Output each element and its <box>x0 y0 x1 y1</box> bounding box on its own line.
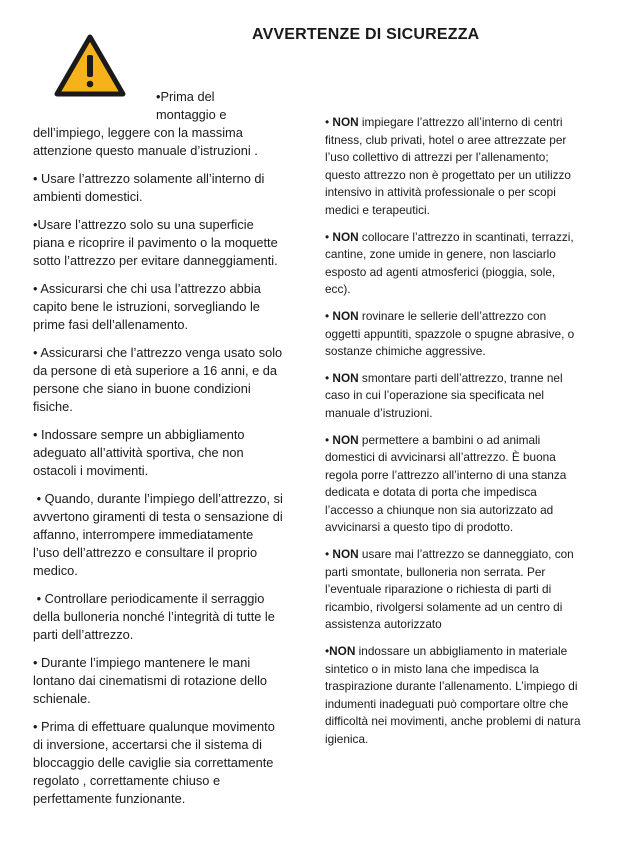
right-item-6 <box>325 546 583 634</box>
right-item-1 <box>325 114 583 220</box>
intro-line-2: montaggio e <box>156 107 227 122</box>
left-item-9: • Prima di effettuare qualunque movimento di inversione, accertarsi che il sistema di bloccaggio delle caviglie sia correttamente regolato , correttamente chiuso e perfettamente funzionante. <box>33 719 275 806</box>
left-column <box>33 88 287 818</box>
keyword-non: NON <box>332 370 359 385</box>
bullet: • <box>325 370 333 385</box>
bullet: • <box>325 115 333 129</box>
right-column <box>325 114 583 758</box>
keyword-non: NON <box>332 547 359 562</box>
bullet: • <box>325 432 333 447</box>
left-item-4: • Assicurarsi che l’attrezzo venga usato solo da persone di età superiore a 16 anni, e da persone che siano in buone condizioni fisiche. <box>33 345 283 414</box>
bullet: • <box>325 308 333 323</box>
left-item-2: •Usare l’attrezzo solo su una superficie piana e ricoprire il pavimento o la moquette sotto l’attrezzo per evitare danneggiamenti. <box>33 217 278 268</box>
right-item-text: collocare l’attrezzo in scantinati, terrazzi, cantine, zone umide in genere, non lasciarlo esposto ad agenti atmosferici (pioggia, sole, ecc). <box>325 229 574 297</box>
keyword-non: NON <box>332 308 359 323</box>
right-item-4 <box>325 370 583 423</box>
intro-rest: dell’impiego, leggere con la massima attenzione questo manuale d’istruzioni . <box>33 125 258 158</box>
bullet: • <box>325 547 333 562</box>
right-item-7 <box>325 643 583 749</box>
keyword-non: NON <box>332 229 359 244</box>
bullet: • <box>325 229 333 244</box>
intro-line-1: •Prima del <box>156 89 215 104</box>
keyword-non: NON <box>332 432 359 447</box>
right-item-3 <box>325 308 583 361</box>
right-item-2 <box>325 229 583 299</box>
right-item-5 <box>325 432 583 538</box>
right-item-text: rovinare le sellerie dell’attrezzo con oggetti appuntiti, spazzole o spugne abrasive, o sostanze chimiche aggressive. <box>325 308 575 359</box>
right-item-text: smontare parti dell’attrezzo, tranne nel caso in cui l’operazione sia specificata nel manuale d’istruzioni. <box>325 370 563 420</box>
right-item-text: permettere a bambini o ad animali domestici di avvicinarsi all’attrezzo. È buona regola porre l’attrezzo all’interno di una stanza dedicata e dotata di porta che impedisca l’accesso a chiunque non sia autorizzato ad avvicinarsi a questo tipo di prodotto. <box>325 432 567 535</box>
left-item-7: • Controllare periodicamente il serraggio della bulloneria nonché l’integrità di tutte le parti dell’attrezzo. <box>33 591 279 642</box>
left-item-8: • Durante l’impiego mantenere le mani lontano dai cinematismi di rotazione dello schienale. <box>33 655 268 706</box>
left-item-6: • Quando, durante l’impiego dell’attrezzo, si avvertono giramenti di testa o sensazione di affanno, interrompere immediatamente l’uso dell’attrezzo e consultare il proprio medico. <box>33 491 287 578</box>
keyword-non: NON <box>329 644 356 659</box>
right-item-text: usare mai l’attrezzo se danneggiato, con parti smontate, bulloneria non serrata. Per l’eventuale riparazione o richiesta di parti di ricambio, rivolgersi solamente ad un centro di assistenza autorizzato <box>325 547 574 632</box>
right-item-text: indossare un abbigliamento in materiale sintetico o in misto lana che impedisca la traspirazione durante l’allenamento. L’impiego di indumenti inadeguati può comportare oltre che difficoltà nei movimenti, anche problemi di natura igienica. <box>325 644 581 746</box>
page-title: AVVERTENZE DI SICUREZZA <box>252 26 480 43</box>
left-item-1: • Usare l’attrezzo solamente all’interno di ambienti domestici. <box>33 171 265 204</box>
left-item-5: • Indossare sempre un abbigliamento adeguato all’attività sportiva, che non ostacoli i movimenti. <box>33 427 245 478</box>
bullet: • <box>325 644 330 659</box>
left-item-3: • Assicurarsi che chi usa l’attrezzo abbia capito bene le istruzioni, sorvegliando le prime fasi dell’allenamento. <box>33 281 261 332</box>
right-item-text: impiegare l’attrezzo all’interno di centri fitness, club privati, hotel o aree attrezzate per l’uso collettivo di attrezzi per l’allenamento; questo attrezzo non è progettato per un utilizzo intensivo in attività professionale o per scopi medici e terapeutici. <box>325 115 571 217</box>
intro-paragraph <box>33 88 283 160</box>
keyword-non: NON <box>332 115 359 129</box>
